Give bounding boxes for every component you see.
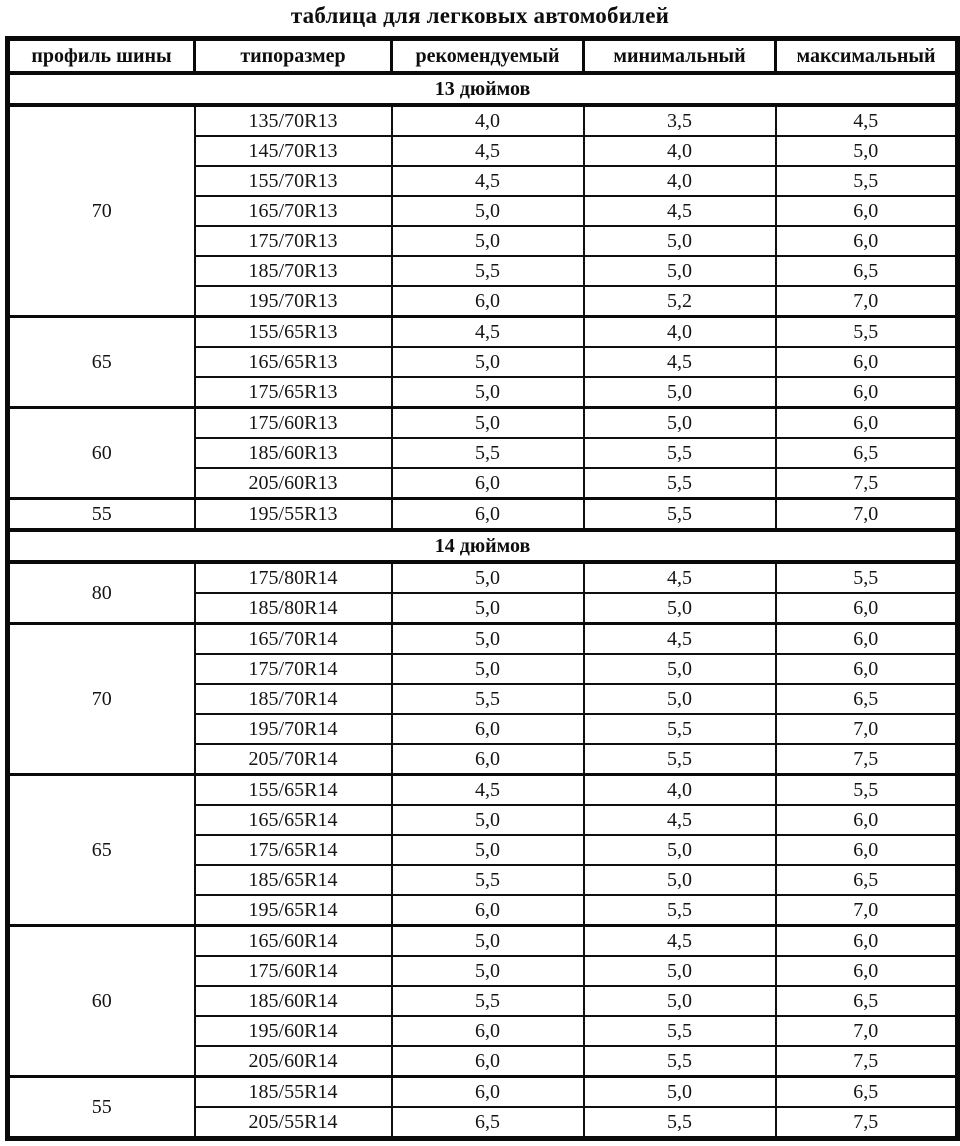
recommended-cell: 5,0: [392, 562, 584, 593]
recommended-cell: 5,0: [392, 805, 584, 835]
min-cell: 3,5: [584, 105, 776, 136]
size-cell: 165/70R14: [195, 624, 392, 655]
size-cell: 205/55R14: [195, 1107, 392, 1139]
size-cell: 185/70R14: [195, 684, 392, 714]
size-cell: 155/65R13: [195, 317, 392, 348]
column-header-recommended: рекомендуемый: [392, 39, 584, 74]
profile-cell: 55: [8, 1077, 195, 1139]
section-header: 14 дюймов: [8, 530, 958, 562]
max-cell: 6,5: [776, 684, 958, 714]
max-cell: 6,0: [776, 835, 958, 865]
max-cell: 6,0: [776, 624, 958, 655]
size-cell: 175/70R14: [195, 654, 392, 684]
max-cell: 6,0: [776, 196, 958, 226]
max-cell: 6,5: [776, 1077, 958, 1108]
min-cell: 4,0: [584, 775, 776, 806]
max-cell: 6,5: [776, 256, 958, 286]
profile-cell: 70: [8, 624, 195, 775]
max-cell: 7,5: [776, 1107, 958, 1139]
profile-cell: 55: [8, 499, 195, 531]
profile-cell: 70: [8, 105, 195, 317]
recommended-cell: 6,0: [392, 286, 584, 317]
table-row: [8, 1077, 958, 1108]
size-cell: 185/65R14: [195, 865, 392, 895]
recommended-cell: 4,5: [392, 317, 584, 348]
recommended-cell: 5,5: [392, 256, 584, 286]
max-cell: 6,0: [776, 593, 958, 624]
recommended-cell: 6,0: [392, 468, 584, 499]
size-cell: 175/60R14: [195, 956, 392, 986]
size-cell: 175/65R13: [195, 377, 392, 408]
size-cell: 195/70R13: [195, 286, 392, 317]
size-cell: 155/65R14: [195, 775, 392, 806]
recommended-cell: 6,0: [392, 1016, 584, 1046]
size-cell: 175/70R13: [195, 226, 392, 256]
max-cell: 7,5: [776, 1046, 958, 1077]
page-title: таблица для легковых автомобилей: [290, 3, 670, 28]
size-cell: 155/70R13: [195, 166, 392, 196]
size-cell: 185/80R14: [195, 593, 392, 624]
size-cell: 165/70R13: [195, 196, 392, 226]
recommended-cell: 5,0: [392, 926, 584, 957]
size-cell: 195/55R13: [195, 499, 392, 531]
recommended-cell: 4,5: [392, 136, 584, 166]
size-cell: 165/60R14: [195, 926, 392, 957]
min-cell: 5,5: [584, 714, 776, 744]
min-cell: 5,0: [584, 226, 776, 256]
min-cell: 4,0: [584, 166, 776, 196]
min-cell: 5,0: [584, 654, 776, 684]
recommended-cell: 5,5: [392, 865, 584, 895]
size-cell: 195/65R14: [195, 895, 392, 926]
recommended-cell: 6,0: [392, 1077, 584, 1108]
min-cell: 5,0: [584, 684, 776, 714]
max-cell: 5,0: [776, 136, 958, 166]
max-cell: 5,5: [776, 317, 958, 348]
recommended-cell: 6,0: [392, 1046, 584, 1077]
max-cell: 7,0: [776, 714, 958, 744]
min-cell: 5,5: [584, 744, 776, 775]
max-cell: 6,0: [776, 654, 958, 684]
min-cell: 5,2: [584, 286, 776, 317]
table-row: [8, 624, 958, 655]
max-cell: 6,0: [776, 926, 958, 957]
size-cell: 145/70R13: [195, 136, 392, 166]
recommended-cell: 6,0: [392, 499, 584, 531]
column-header-size: типоразмер: [195, 39, 392, 74]
table-header: [8, 39, 958, 74]
min-cell: 5,5: [584, 1107, 776, 1139]
section-header: 13 дюймов: [8, 73, 958, 105]
size-cell: 185/60R14: [195, 986, 392, 1016]
min-cell: 4,5: [584, 926, 776, 957]
size-cell: 175/80R14: [195, 562, 392, 593]
max-cell: 6,5: [776, 986, 958, 1016]
table-row: [8, 105, 958, 136]
recommended-cell: 5,0: [392, 835, 584, 865]
profile-cell: 60: [8, 926, 195, 1077]
max-cell: 6,0: [776, 377, 958, 408]
max-cell: 6,0: [776, 408, 958, 439]
min-cell: 5,0: [584, 835, 776, 865]
table-row: [8, 562, 958, 593]
column-header-minimum: минимальный: [584, 39, 776, 74]
recommended-cell: 5,5: [392, 438, 584, 468]
section-header-row: [8, 73, 958, 105]
table-row: [8, 926, 958, 957]
max-cell: 5,5: [776, 166, 958, 196]
max-cell: 5,5: [776, 775, 958, 806]
max-cell: 6,5: [776, 865, 958, 895]
column-header-profile: профиль шины: [8, 39, 195, 74]
size-cell: 135/70R13: [195, 105, 392, 136]
table-row: [8, 408, 958, 439]
profile-cell: 65: [8, 775, 195, 926]
min-cell: 4,5: [584, 196, 776, 226]
header-row: [8, 39, 958, 74]
min-cell: 5,0: [584, 956, 776, 986]
recommended-cell: 5,0: [392, 347, 584, 377]
recommended-cell: 4,0: [392, 105, 584, 136]
profile-cell: 80: [8, 562, 195, 624]
min-cell: 5,0: [584, 256, 776, 286]
table-body: [8, 73, 958, 1139]
min-cell: 4,5: [584, 624, 776, 655]
recommended-cell: 5,0: [392, 377, 584, 408]
recommended-cell: 4,5: [392, 166, 584, 196]
max-cell: 4,5: [776, 105, 958, 136]
min-cell: 4,0: [584, 317, 776, 348]
recommended-cell: 6,5: [392, 1107, 584, 1139]
size-cell: 165/65R14: [195, 805, 392, 835]
size-cell: 185/60R13: [195, 438, 392, 468]
recommended-cell: 4,5: [392, 775, 584, 806]
max-cell: 7,0: [776, 499, 958, 531]
profile-cell: 60: [8, 408, 195, 499]
recommended-cell: 5,5: [392, 684, 584, 714]
min-cell: 4,0: [584, 136, 776, 166]
min-cell: 5,5: [584, 1016, 776, 1046]
max-cell: 7,0: [776, 1016, 958, 1046]
size-cell: 195/60R14: [195, 1016, 392, 1046]
column-header-maximum: максимальный: [776, 39, 958, 74]
min-cell: 5,0: [584, 408, 776, 439]
max-cell: 6,0: [776, 347, 958, 377]
max-cell: 7,5: [776, 468, 958, 499]
min-cell: 4,5: [584, 805, 776, 835]
table-row: [8, 317, 958, 348]
size-cell: 185/55R14: [195, 1077, 392, 1108]
min-cell: 5,0: [584, 377, 776, 408]
recommended-cell: 5,0: [392, 956, 584, 986]
max-cell: 6,0: [776, 956, 958, 986]
min-cell: 5,0: [584, 593, 776, 624]
table-row: [8, 775, 958, 806]
table-row: [8, 499, 958, 531]
recommended-cell: 5,0: [392, 624, 584, 655]
recommended-cell: 6,0: [392, 714, 584, 744]
profile-cell: 65: [8, 317, 195, 408]
max-cell: 7,0: [776, 286, 958, 317]
size-cell: 175/65R14: [195, 835, 392, 865]
min-cell: 5,5: [584, 438, 776, 468]
size-cell: 175/60R13: [195, 408, 392, 439]
min-cell: 5,5: [584, 468, 776, 499]
min-cell: 5,5: [584, 499, 776, 531]
max-cell: 6,0: [776, 805, 958, 835]
recommended-cell: 5,5: [392, 986, 584, 1016]
recommended-cell: 5,0: [392, 226, 584, 256]
min-cell: 5,0: [584, 865, 776, 895]
recommended-cell: 5,0: [392, 654, 584, 684]
max-cell: 6,0: [776, 226, 958, 256]
max-cell: 7,0: [776, 895, 958, 926]
max-cell: 5,5: [776, 562, 958, 593]
max-cell: 6,5: [776, 438, 958, 468]
min-cell: 4,5: [584, 562, 776, 593]
max-cell: 7,5: [776, 744, 958, 775]
recommended-cell: 5,0: [392, 408, 584, 439]
size-cell: 205/60R13: [195, 468, 392, 499]
min-cell: 4,5: [584, 347, 776, 377]
size-cell: 195/70R14: [195, 714, 392, 744]
min-cell: 5,0: [584, 1077, 776, 1108]
section-header-row: [8, 530, 958, 562]
min-cell: 5,0: [584, 986, 776, 1016]
size-cell: 205/70R14: [195, 744, 392, 775]
recommended-cell: 5,0: [392, 196, 584, 226]
recommended-cell: 5,0: [392, 593, 584, 624]
size-cell: 185/70R13: [195, 256, 392, 286]
min-cell: 5,5: [584, 1046, 776, 1077]
recommended-cell: 6,0: [392, 895, 584, 926]
tire-pressure-table: [5, 36, 960, 1141]
min-cell: 5,5: [584, 895, 776, 926]
recommended-cell: 6,0: [392, 744, 584, 775]
size-cell: 205/60R14: [195, 1046, 392, 1077]
size-cell: 165/65R13: [195, 347, 392, 377]
